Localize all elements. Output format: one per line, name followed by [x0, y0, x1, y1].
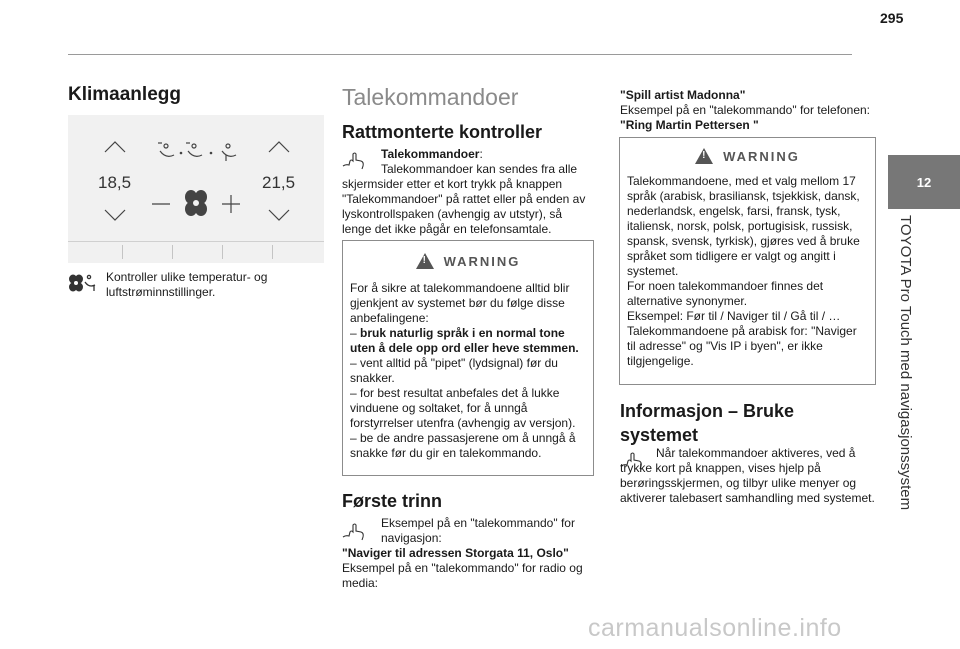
climate-panel-illustration	[68, 115, 324, 263]
warning-bullet-3: – for best resultat anbefales det å lukke vinduene og soltaket, for å unngå forstyrrelser utenfra (avhengig av versjon).	[350, 386, 576, 430]
warning-p2: For noen talekommandoer finnes det alternative synonymer.	[627, 279, 824, 308]
example-nav: Eksempel på en "talekommando" for navigasjon:	[381, 516, 575, 545]
intro-text: Talekommandoer kan sendes fra alle skjermsider etter et kort trykk på knappen "Talekommandoer" på rattet eller på enden av lyskontrollspaken (avhengig av utstyr), så lenge det ikke pågår en telefonsamtale.	[342, 162, 586, 236]
command-ring: "Ring Martin Pettersen "	[620, 118, 759, 132]
warning-p4: Talekommandoene på arabisk for: "Naviger til adresse" og "Vis IP i byen", er ikke tilgjengelige.	[627, 324, 857, 368]
caption-text: Kontroller ulike temperatur- og luftstrøminnstillinger.	[106, 270, 268, 299]
watermark: carmanualsonline.info	[588, 614, 842, 642]
warning-p1: Talekommandoene, med et valg mellom 17 språk (arabisk, brasiliansk, tsjekkisk, dansk, nederlandsk, engelsk, farsi, fransk, tysk, italiensk, norsk, polsk, portugisisk, russisk, spansk, svensk, tyrkisk), gjøres ved å bruke språket som tidligere er valgt og angitt i systemet.	[627, 174, 860, 278]
intro-colon: :	[479, 147, 483, 161]
example-radio: Eksempel på en "talekommando" for radio og media:	[342, 561, 583, 590]
temp-left: 18,5	[98, 173, 132, 192]
chevron-down-icon	[104, 209, 126, 221]
sidebar-title: TOYOTA Pro Touch med navigasjonssystem	[897, 215, 914, 511]
command-spill: "Spill artist Madonna"	[620, 88, 746, 102]
info-paragraph: Når talekommandoer aktiveres, ved å trykke kort på knappen, vises hjelp på berøringsskjermen, og tilbyr ulike menyer og aktiverer talebasert samhandling med systemet.	[620, 446, 875, 505]
section-tab[interactable]: 12	[888, 155, 960, 209]
warning-box-mid	[342, 240, 594, 476]
temp-right: 21,5	[262, 173, 296, 192]
warning-title: WARNING	[723, 148, 800, 164]
warning-triangle-icon	[416, 253, 434, 269]
warning-p1: For å sikre at talekommandoene alltid blir gjenkjent av systemet bør du følge disse anbefalingene:	[350, 281, 570, 325]
plus-icon	[222, 195, 240, 213]
warning-triangle-icon	[695, 148, 713, 164]
panel-tick	[122, 245, 123, 259]
warning-title: WARNING	[443, 253, 521, 269]
title-talekommandoer: Talekommandoer	[342, 84, 519, 110]
chevron-down-icon	[268, 209, 290, 221]
warning-bullet-1	[350, 326, 586, 356]
panel-tick	[172, 245, 173, 259]
fan-icon	[183, 189, 209, 217]
heading-forste-trinn: Første trinn	[342, 491, 443, 511]
bullet-dash: –	[350, 326, 357, 340]
intro-bold: Talekommandoer	[381, 147, 480, 161]
chevron-up-icon	[104, 141, 126, 153]
heading-rattmonterte: Rattmonterte kontroller	[342, 122, 543, 142]
warning-box-right	[619, 137, 876, 385]
example-telefon: Eksempel på en "talekommando" for telefonen:	[620, 103, 870, 117]
heading-klimaanlegg: Klimaanlegg	[68, 84, 181, 105]
phone-examples	[620, 88, 880, 133]
header-rule	[68, 54, 852, 55]
example-nav-command: "Naviger til adressen Storgata 11, Oslo"	[342, 546, 569, 560]
airflow-mode-icons	[156, 141, 242, 163]
panel-divider	[68, 241, 324, 242]
climate-controls-icon	[68, 273, 100, 293]
warning-b1-bold: bruk naturlig språk i en normal tone uten å dele opp ord eller heve stemmen.	[350, 326, 579, 355]
climate-caption	[68, 270, 328, 300]
heading-informasjon: Informasjon – Bruke systemet	[620, 401, 795, 445]
minus-icon	[152, 203, 170, 205]
panel-tick	[222, 245, 223, 259]
warning-p3: Eksempel: Før til / Naviger til / Gå til / …	[627, 309, 841, 323]
page-number: 295	[880, 10, 904, 26]
panel-tick	[272, 245, 273, 259]
warning-bullet-2: – vent alltid på "pipet" (lydsignal) før du snakker.	[350, 356, 558, 385]
first-step-paragraph	[342, 516, 592, 591]
chevron-up-icon	[268, 141, 290, 153]
warning-bullet-4: – be de andre passasjerene om å unngå å snakke før du gir en talekommando.	[350, 431, 576, 460]
intro-paragraph	[342, 147, 592, 237]
